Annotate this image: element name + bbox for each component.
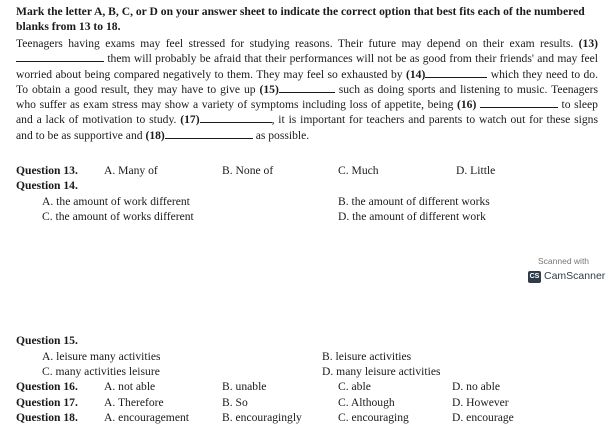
passage-text: Teenagers having exams may feel stressed for studying reasons. Their future may depend on their exam results. bbox=[16, 37, 574, 50]
option-b: B. So bbox=[222, 396, 248, 409]
option-a: A. leisure many activities bbox=[42, 350, 161, 363]
option-a: A. Many of bbox=[104, 164, 158, 177]
question-label: Question 13. bbox=[16, 164, 78, 177]
option-a: A. Therefore bbox=[104, 396, 164, 409]
option-b: B. None of bbox=[222, 164, 274, 177]
question-label: Question 16. bbox=[16, 380, 78, 393]
question-13 bbox=[16, 164, 596, 178]
question-16 bbox=[16, 380, 596, 394]
passage-text: such as doing sports and listening to music. Teenagers who suffer as exam stress may show a variety of symptoms including loss of appetite, being bbox=[16, 82, 598, 112]
passage-text: , it is important for teachers and parents to watch out for these signs and to be as supportive and bbox=[16, 113, 598, 142]
blank-marker-17: (17) bbox=[180, 113, 200, 127]
option-a: A. encouragement bbox=[104, 411, 189, 424]
instructions: Mark the letter A, B, C, or D on your answer sheet to indicate the correct option that best fits each of the numbered blanks from 13 to 18. bbox=[16, 5, 585, 33]
question-15-options-row-1 bbox=[16, 350, 596, 364]
question-15-options-row-2 bbox=[16, 365, 596, 379]
camscanner-name: CamScanner bbox=[544, 270, 606, 282]
option-d: D. encourage bbox=[452, 411, 514, 424]
blank-marker-18: (18) bbox=[145, 128, 165, 142]
scanned-with-text: Scanned with bbox=[538, 256, 590, 266]
option-c: C. the amount of works different bbox=[42, 210, 194, 223]
question-14 bbox=[16, 179, 596, 193]
blank-14 bbox=[425, 67, 487, 78]
passage-text: to sleep and a lack of motivation to study. bbox=[16, 98, 598, 127]
option-d: D. the amount of different work bbox=[338, 210, 486, 223]
option-c: C. Much bbox=[338, 164, 379, 177]
camscanner-logo-icon: CS bbox=[528, 271, 541, 283]
option-c: C. able bbox=[338, 380, 371, 393]
blank-marker-14: (14) bbox=[406, 67, 426, 81]
option-b: B. the amount of different works bbox=[338, 195, 490, 208]
option-d: D. Little bbox=[456, 164, 496, 177]
blank-16 bbox=[480, 97, 558, 108]
option-c: C. many activities leisure bbox=[42, 365, 160, 378]
option-d: D. many leisure activities bbox=[322, 365, 441, 378]
blank-marker-16: (16) bbox=[456, 98, 477, 112]
question-15 bbox=[16, 334, 596, 348]
question-label: Question 17. bbox=[16, 396, 78, 409]
camscanner-watermark bbox=[510, 256, 608, 290]
question-18 bbox=[16, 411, 596, 425]
blank-17 bbox=[200, 112, 272, 123]
question-label: Question 18. bbox=[16, 411, 78, 424]
blank-15 bbox=[279, 82, 335, 93]
blank-marker-13: (13) bbox=[578, 37, 598, 50]
question-14-options-row-1 bbox=[16, 195, 596, 209]
question-label: Question 14. bbox=[16, 179, 78, 192]
blank-marker-15: (15) bbox=[259, 82, 279, 96]
option-a: A. the amount of work different bbox=[42, 195, 190, 208]
option-b: B. unable bbox=[222, 380, 267, 393]
option-b: B. encouragingly bbox=[222, 411, 302, 424]
option-d: D. However bbox=[452, 396, 509, 409]
option-c: C. encouraging bbox=[338, 411, 409, 424]
question-14-options-row-2 bbox=[16, 210, 596, 224]
blank-13 bbox=[16, 51, 104, 62]
option-b: B. leisure activities bbox=[322, 350, 412, 363]
option-a: A. not able bbox=[104, 380, 156, 393]
blank-18 bbox=[165, 128, 253, 139]
passage-text: which they need to do. To obtain a good result, they may have to give up bbox=[16, 67, 598, 96]
reading-passage bbox=[16, 36, 598, 143]
question-17 bbox=[16, 396, 596, 410]
question-label: Question 15. bbox=[16, 334, 78, 347]
passage-text: as possible. bbox=[255, 128, 310, 142]
option-d: D. no able bbox=[452, 380, 500, 393]
passage-text: them will probably be afraid that their performances will not be as good from their friends' and may feel worried about being compared negatively to them. They may feel so exhausted by bbox=[16, 52, 598, 81]
option-c: C. Although bbox=[338, 396, 395, 409]
